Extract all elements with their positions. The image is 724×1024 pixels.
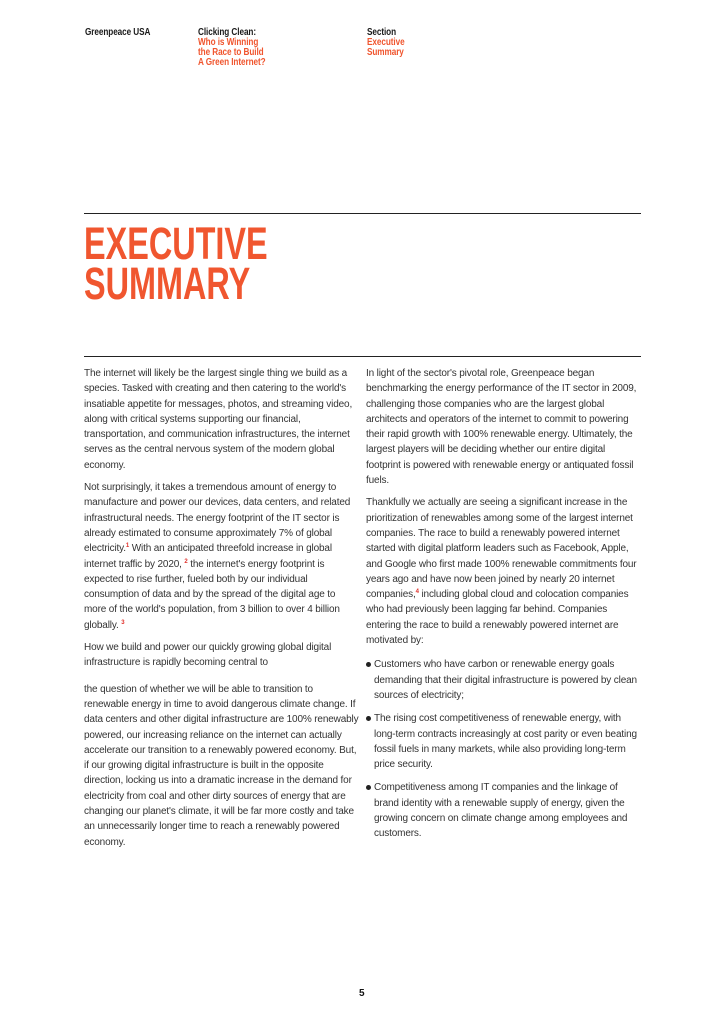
report-subtitle-line: Who is Winning: [198, 36, 259, 48]
report-subtitle-line: the Race to Build: [198, 46, 264, 58]
footnote-ref[interactable]: 1: [125, 543, 130, 550]
list-item: [366, 780, 642, 841]
title-line: EXECUTIVE: [84, 218, 268, 269]
report-subtitle-line: A Green Internet?: [198, 56, 266, 68]
org-name: Greenpeace USA: [85, 26, 151, 38]
text-span: the internet's energy footprint is expected to rise further, fueled both by our individual consumption of data and by the spread of the digital age to more of the world's population, from 3 billion to over 4 billion globally.: [84, 558, 340, 631]
header-section: [367, 27, 405, 57]
title-line: SUMMARY: [84, 258, 251, 309]
page-number: 5: [359, 988, 365, 999]
left-column: [84, 366, 360, 857]
divider-bottom: [84, 356, 641, 357]
paragraph: The internet will likely be the largest single thing we build as a species. Tasked with creating and then catering to the world's insatiable appetite for messages, photos, and streaming video, along with critical systems supporting our financial, transportation, and communication infrastructures, the internet serves as the central nervous system of the modern global economy.: [84, 368, 353, 471]
bullet-icon: [366, 785, 371, 790]
text-span: Not surprisingly, it takes a tremendous amount of energy to manufacture and power our devices, data centers, and related infrastructural needs. The energy footprint of the IT sector is already estimated to consume approximately 7% of global electricity.: [84, 482, 351, 555]
bullet-icon: [366, 716, 371, 721]
paragraph: In light of the sector's pivotal role, Greenpeace began benchmarking the energy performance of the IT sector in 2009, challenging those companies who are the largest global architects and operators of the internet to commit to powering their rapid growth with 100% renewable energy. Ultimately, the largest players will be deciding whether our entire digital footprint is powered with renewable energy or antiquated fossil fuels.: [366, 368, 637, 487]
header-org: [85, 27, 150, 37]
list-item: [366, 711, 642, 772]
text-span: including global cloud and colocation companies who had previously been lagging far behind. Companies entering the race to build a renewably powered internet are motivated by:: [366, 589, 629, 647]
list-item: [366, 657, 642, 703]
paragraph: [366, 495, 642, 648]
report-title: Clicking Clean:: [198, 26, 257, 38]
page-title: [84, 218, 268, 309]
section-label: Section: [367, 26, 397, 38]
footnote-ref[interactable]: 4: [415, 589, 419, 596]
right-column: [366, 366, 642, 850]
list-item-text: The rising cost competitiveness of renewable energy, with long-term contracts increasingly at cost parity or even beating fossil fuels in many markets, while also providing long-term price security.: [374, 713, 637, 771]
list-item-text: Competitiveness among IT companies and the linkage of brand identity with a renewable supply of energy, given the growing concern on climate change among employees and customers.: [374, 782, 628, 840]
bullet-icon: [366, 662, 371, 667]
list-item-text: Customers who have carbon or renewable energy goals demanding that their digital infrastructure is powered by clean sources of electricity;: [374, 659, 637, 701]
section-name-line: Executive: [367, 36, 405, 48]
footnote-ref[interactable]: 3: [121, 619, 125, 626]
text-span: Thankfully we actually are seeing a significant increase in the prioritization of renewables among some of the largest internet companies. The race to build a renewably powered internet started with digital platform leaders such as Facebook, Apple, and Google who first made 100% renewable commitments four years ago and have now been joined by nearly 20 internet companies,: [366, 497, 637, 601]
paragraph: How we build and power our quickly growing global digital infrastructure is rapidly becoming central to: [84, 642, 332, 669]
paragraph: the question of whether we will be able to transition to renewable energy in time to avoid dangerous climate change. If data centers and other digital infrastructure are 100% renewably powered, our increasing reliance on the internet can actually accelerate our transition to a renewably powered economy. But, if our growing digital infrastructure is built in the opposite direction, locking us into a dramatic increase in the demand for electricity from coal and other dirty sources of energy that are changing our planet's climate, it will be far more costly and take an unnecessarily longer time to reach a renewably powered economy.: [84, 683, 359, 848]
divider-top: [84, 213, 641, 214]
motivations-list: [366, 657, 642, 841]
footnote-ref[interactable]: 2: [184, 558, 188, 565]
header-report-title: [198, 27, 266, 67]
text-span: With an anticipated threefold increase in global internet traffic by 2020,: [84, 543, 332, 570]
section-name-line: Summary: [367, 46, 404, 58]
paragraph: [84, 480, 360, 633]
